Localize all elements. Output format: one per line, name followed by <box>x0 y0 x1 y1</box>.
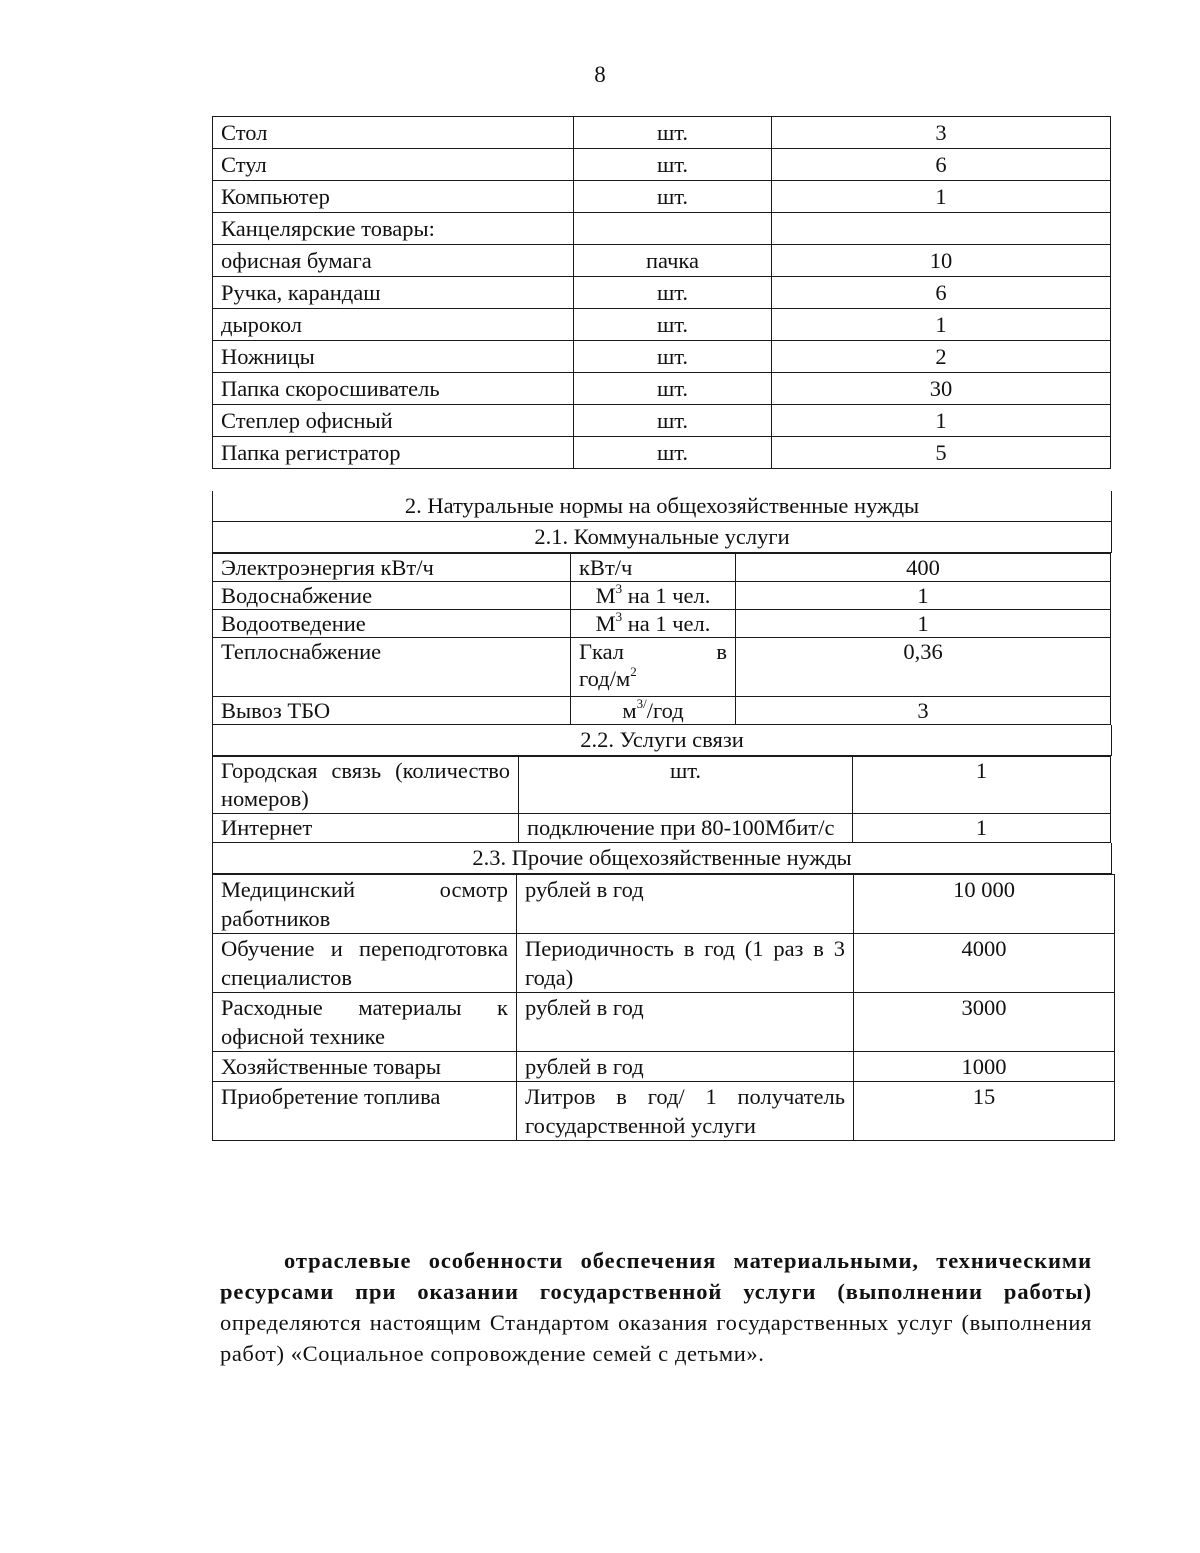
row-name: Электроэнергия кВт/ч <box>213 554 571 582</box>
row-unit: шт. <box>519 757 853 814</box>
table-row <box>213 245 1111 277</box>
table-row <box>213 582 1111 610</box>
table-row <box>213 814 1111 843</box>
table-row <box>213 638 1111 697</box>
table-row <box>213 341 1111 373</box>
row-unit: кВт/ч <box>571 554 736 582</box>
row-qty: 1 <box>853 757 1111 814</box>
row-name: Стул <box>213 149 574 181</box>
row-qty: 4000 <box>854 934 1115 993</box>
row-qty: 3000 <box>854 993 1115 1052</box>
utilities-table <box>212 553 1111 725</box>
row-unit: шт. <box>574 309 772 341</box>
table-row <box>213 1082 1115 1141</box>
row-name: Папка регистратор <box>213 437 574 469</box>
row-unit: шт. <box>574 405 772 437</box>
row-qty: 1 <box>772 309 1111 341</box>
table-row <box>213 437 1111 469</box>
row-unit: шт. <box>574 181 772 213</box>
row-qty: 10 <box>772 245 1111 277</box>
general-needs-block <box>212 491 1115 1141</box>
row-qty: 1 <box>772 181 1111 213</box>
row-name: Городская связь (количество номеров) <box>213 757 519 814</box>
row-unit: Гкал в год/$м^2$ <box>571 638 736 697</box>
row-qty: 2 <box>772 341 1111 373</box>
row-unit: $М^3$ на 1 чел. <box>571 582 736 610</box>
row-unit: шт. <box>574 341 772 373</box>
row-qty: 10 000 <box>854 875 1115 934</box>
table-row <box>213 277 1111 309</box>
row-qty: 3 <box>736 697 1111 725</box>
row-unit: рублей в год <box>517 1052 854 1082</box>
table-row <box>213 181 1111 213</box>
row-unit: рублей в год <box>517 875 854 934</box>
row-name: Ножницы <box>213 341 574 373</box>
table-row <box>213 993 1115 1052</box>
row-qty: 30 <box>772 373 1111 405</box>
table-row <box>213 554 1111 582</box>
row-qty: 1 <box>736 610 1111 638</box>
row-name: Обучение и переподготовка специалистов <box>213 934 517 993</box>
closing-paragraph <box>220 1245 1092 1369</box>
row-unit: рублей в год <box>517 993 854 1052</box>
table-row <box>213 610 1111 638</box>
row-qty: 6 <box>772 277 1111 309</box>
row-qty: 0,36 <box>736 638 1111 697</box>
row-qty: 3 <box>772 117 1111 149</box>
section-2-2-title: 2.2. Услуги связи <box>212 725 1112 756</box>
row-name: Хозяйственные товары <box>213 1052 517 1082</box>
table-row <box>213 934 1115 993</box>
row-unit: пачка <box>574 245 772 277</box>
row-name: Водоотведение <box>213 610 571 638</box>
section-2-3-title: 2.3. Прочие общехозяйственные нужды <box>212 843 1112 874</box>
row-name: Расходные материалы к офисной технике <box>213 993 517 1052</box>
row-name: Теплоснабжение <box>213 638 571 697</box>
row-name: Степлер офисный <box>213 405 574 437</box>
row-name: дырокол <box>213 309 574 341</box>
section-2-1-title: 2.1. Коммунальные услуги <box>212 522 1112 553</box>
communications-table <box>212 756 1111 843</box>
row-unit: $м^{3/}$/год <box>571 697 736 725</box>
table-row <box>213 373 1111 405</box>
row-unit: шт. <box>574 149 772 181</box>
row-qty: 6 <box>772 149 1111 181</box>
row-unit: Периодичность в год (1 раз в 3 года) <box>517 934 854 993</box>
row-qty: 15 <box>854 1082 1115 1141</box>
table-row <box>213 213 1111 245</box>
other-needs-table <box>212 874 1115 1141</box>
row-qty: 1 <box>772 405 1111 437</box>
row-name: офисная бумага <box>213 245 574 277</box>
row-qty: 1000 <box>854 1052 1115 1082</box>
row-qty: 400 <box>736 554 1111 582</box>
table-row <box>213 405 1111 437</box>
row-name: Канцелярские товары: <box>213 213 574 245</box>
table-row <box>213 149 1111 181</box>
row-unit: шт. <box>574 373 772 405</box>
row-name: Медицинский осмотр работников <box>213 875 517 934</box>
row-name: Приобретение топлива <box>213 1082 517 1141</box>
row-name: Интернет <box>213 814 519 843</box>
row-qty: 1 <box>853 814 1111 843</box>
supplies-table <box>212 116 1111 469</box>
paragraph-regular: определяются настоящим Стандартом оказания государственных услуг (выполнения работ) «Социальное сопровождение семей с детьми». <box>220 1310 1092 1366</box>
table-row <box>213 697 1111 725</box>
section-2-title: 2. Натуральные нормы на общехозяйственные нужды <box>212 491 1112 522</box>
row-name: Ручка, карандаш <box>213 277 574 309</box>
row-unit: шт. <box>574 117 772 149</box>
row-qty <box>772 213 1111 245</box>
page-number: 8 <box>594 62 606 87</box>
row-unit: шт. <box>574 437 772 469</box>
table-row <box>213 1052 1115 1082</box>
row-unit: шт. <box>574 277 772 309</box>
row-qty: 5 <box>772 437 1111 469</box>
table-row <box>213 309 1111 341</box>
table-row <box>213 875 1115 934</box>
row-qty: 1 <box>736 582 1111 610</box>
table-row <box>213 117 1111 149</box>
row-name: Папка скоросшиватель <box>213 373 574 405</box>
row-name: Стол <box>213 117 574 149</box>
row-unit: $М^3$ на 1 чел. <box>571 610 736 638</box>
paragraph-bold: отраслевые особенности обеспечения материальными, техническими ресурсами при оказании государственной услуги (выполнении работы) <box>220 1248 1092 1304</box>
row-unit: подключение при 80-100Мбит/с <box>519 814 853 843</box>
row-name: Вывоз ТБО <box>213 697 571 725</box>
row-name: Водоснабжение <box>213 582 571 610</box>
row-name: Компьютер <box>213 181 574 213</box>
row-unit <box>574 213 772 245</box>
row-unit: Литров в год/ 1 получатель государственной услуги <box>517 1082 854 1141</box>
table-row <box>213 757 1111 814</box>
